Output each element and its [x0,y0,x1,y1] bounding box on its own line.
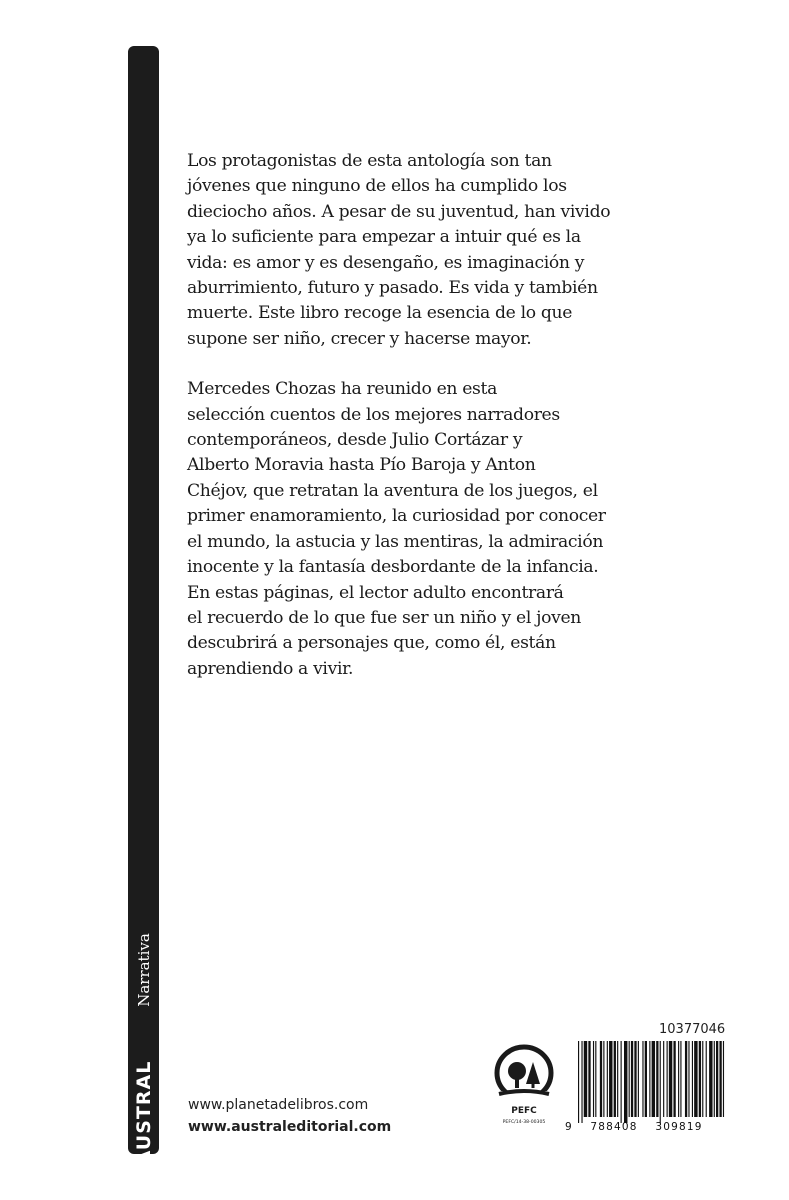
blurb-line: jóvenes que ninguno de ellos ha cumplido los [187,176,567,197]
barcode-bar [609,1041,612,1117]
barcode-bar [600,1041,602,1117]
blurb-line: selección cuentos de los mejores narradores [187,404,560,425]
barcode-bar [645,1041,647,1117]
barcode-bar [624,1041,627,1123]
barcode-bar [588,1041,590,1117]
barcode-bar [614,1041,616,1117]
barcode-bar [584,1041,587,1117]
pefc-label: PEFC [511,1106,537,1116]
publisher-urls [188,1094,391,1138]
barcode-bar [595,1041,596,1117]
barcode-bar [673,1041,675,1117]
blurb-line: primer enamoramiento, la curiosidad por conocer [187,506,606,527]
blurb-line: el recuerdo de lo que fue ser un niño y el joven [187,607,581,628]
barcode-bar [706,1041,707,1117]
spine-brand: AUSTRAL [132,1060,155,1166]
barcode-bar [656,1041,658,1117]
barcode-bar [593,1041,594,1117]
barcode-bar [621,1041,622,1123]
blurb-line: contemporáneos, desde Julio Cortázar y [187,430,523,451]
barcode-bar [629,1041,630,1117]
barcode-bar [634,1041,636,1117]
barcode-bar [631,1041,633,1117]
blurb-line: muerte. Este libro recoge la esencia de lo que [187,303,573,324]
barcode-bar [667,1041,668,1117]
barcode-bar [688,1041,689,1117]
barcode-bar [638,1041,639,1117]
barcode-bar [714,1041,715,1117]
blurb-line: Mercedes Chozas ha reunido en esta [187,379,497,400]
barcode-bars [578,1041,724,1123]
barcode-bar [685,1041,687,1117]
isbn-barcode [564,1041,726,1133]
pefc-logo [493,1044,555,1129]
blurb-line: supone ser niño, crecer y hacerse mayor. [187,328,532,349]
barcode-bar [719,1041,721,1117]
barcode-bar [603,1041,604,1117]
barcode-bar [642,1041,643,1117]
blurb-line: inocente y la fantasía desbordante de la infancia. [187,557,599,578]
blurb-line: dieciocho años. A pesar de su juventud, han vivido [187,201,611,222]
blurb-line: Los protagonistas de esta antología son tan [187,151,552,171]
blurb-paragraph-2 [187,377,627,682]
barcode-bar [692,1041,693,1117]
austral-url-link[interactable]: www.australeditorial.com [188,1119,392,1135]
blurb-line: aprendiendo a vivir. [187,658,354,679]
barcode-bar [716,1041,718,1117]
pefc-code: PEFC/14-38-00305 [502,1120,546,1125]
barcode-bar [581,1041,582,1123]
barcode-bar [578,1041,579,1123]
blurb-line: Chéjov, que retratan la aventura de los juegos, el [187,480,598,501]
barcode-bar [702,1041,703,1117]
barcode-bar [694,1041,697,1117]
blurb-line: el mundo, la astucia y las mentiras, la admiración [187,531,604,552]
blurb-line: En estas páginas, el lector adulto encontrará [187,582,564,603]
spine-bar [128,46,159,1166]
blurb-line: ya lo suficiente para empezar a intuir qué es la [187,227,581,248]
isbn-right-group: 309819 [655,1121,703,1133]
barcode-bar [723,1041,724,1117]
blurb-line: descubrirá a personajes que, como él, están [187,633,556,654]
barcode-bar [660,1041,661,1123]
blurb-line: Alberto Moravia hasta Pío Baroja y Anton [187,455,536,476]
barcode-bar [617,1041,618,1117]
barcode-bar [649,1041,650,1117]
blurb-line: vida: es amor y es desengaño, es imaginación y [187,252,585,273]
blurb-paragraph-1 [187,149,627,352]
barcode-bar [709,1041,712,1117]
barcode-bar [607,1041,608,1117]
spine-genre: Narrativa [134,933,153,1007]
isbn-left-group: 788408 [590,1121,638,1133]
back-cover-blurb [187,149,627,707]
product-code: 10377046 [659,1022,726,1037]
barcode-bar [678,1041,679,1117]
blurb-line: aburrimiento, futuro y pasado. Es vida y también [187,278,598,299]
barcode-bar [663,1041,664,1117]
barcode-bar [699,1041,701,1117]
barcode-bar [680,1041,681,1117]
barcode-bar [669,1041,672,1117]
barcode-bar [652,1041,655,1117]
planeta-url-link[interactable]: www.planetadelibros.com [188,1097,369,1113]
isbn-first-digit: 9 [565,1121,572,1133]
